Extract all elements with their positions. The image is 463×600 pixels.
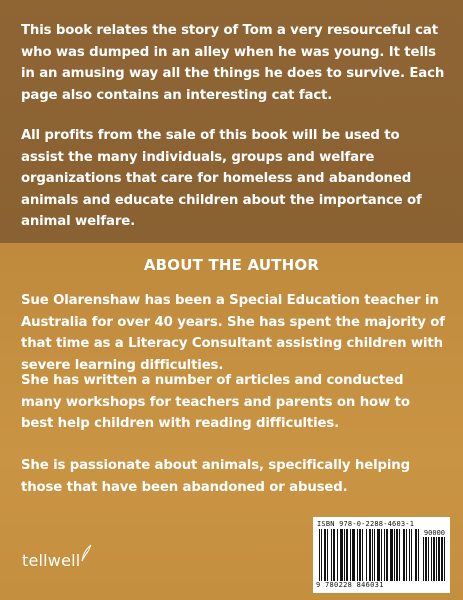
blurb-paragraph-1: This book relates the story of Tom a very resourceful cat who was dumped in an alley when he was young. It tells in an amusing way all the things he does to survive. Each page also contains an interesting cat fact. [21,23,445,103]
price-code: 90000 [423,529,445,537]
barcode-bars [319,529,419,581]
publisher-logo [22,551,80,570]
blurb-section [0,0,463,243]
about-author-heading: ABOUT THE AUTHOR [143,256,320,274]
author-paragraph-3: She is passionate about animals, specifically helping those that have been abandoned or abused. [21,458,410,495]
price-code-bars [423,537,445,581]
feather-icon [80,544,92,562]
author-paragraph-2: She has written a number of articles and conducted many workshops for teachers and parents on how to best help children with reading difficulties. [21,373,410,431]
isbn-text: ISBN 978-0-2288-4603-1 [317,520,415,528]
ean-digits: 9 780228 846031 [316,581,384,589]
author-paragraph-1: Sue Olarenshaw has been a Special Education teacher in Australia for over 40 years. She has spent the majority of that time as a Literacy Consultant assisting children with severe learning difficulties. [21,293,445,373]
publisher-name: tellwell [22,551,81,570]
blurb-paragraph-2: All profits from the sale of this book will be used to assist the many individuals, groups and welfare organizations that care for homeless and abandoned animals and educate children about the importance of animal welfare. [21,128,422,229]
isbn-barcode [313,517,450,593]
